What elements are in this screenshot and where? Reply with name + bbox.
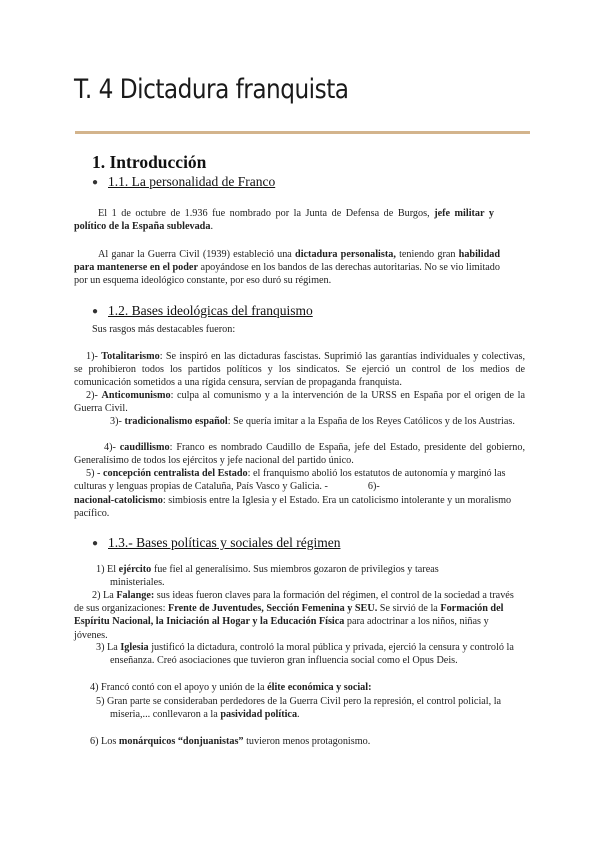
- intro-rasgos: Sus rasgos más destacables fueron:: [92, 324, 236, 335]
- item-elite: 4) Francó contó con el apoyo y unión de la élite económica y social:: [90, 682, 372, 693]
- item-pasividad: 5) Gran parte se consideraban perdedores de la Guerra Civil pero la represión, el control policial, la miseria,... conllevaron a la pasividad política.: [96, 696, 502, 721]
- item-anticomunismo: 2)- Anticomunismo: culpa al comunismo y a la intervención de la URSS en España por el origen de la Guerra Civil.: [74, 390, 525, 415]
- item-caudillismo: 4)- caudillismo: Franco es nombrado Caudillo de España, jefe del Estado, presidente del gobierno, Generalísimo de todos los ejércitos y jefe nacional del partido único.: [74, 442, 525, 467]
- bullet-icon: ●: [92, 306, 99, 317]
- page-title: T. 4 Dictadura franquista: [74, 74, 349, 105]
- paragraph-guerra-civil: Al ganar la Guerra Civil (1939) estableció una dictadura personalista, teniendo gran habilidad para mantenerse en el poder apoyándose en los bandos de las derechas autoritarias. No se vio limitado por un esquema ideológico constante, por eso duró su régimen.: [74, 249, 501, 287]
- subheading-bases-ideologicas: 1.2. Bases ideológicas del franquismo: [108, 303, 313, 318]
- item-iglesia: 3) La Iglesia justificó la dictadura, controló la moral pública y privada, ejerció la censura y controló la enseñanza. Creó asociaciones que tuvieron gran influencia social como el Opus Deis.: [96, 642, 514, 667]
- item-ejercito: 1) El ejército fue fiel al generalísimo. Sus miembros gozaron de privilegios y tareas ministeriales.: [96, 564, 439, 589]
- subheading-personalidad: 1.1. La personalidad de Franco: [108, 174, 276, 189]
- item-monarquicos: 6) Los monárquicos “donjuanistas” tuvieron menos protagonismo.: [90, 736, 371, 747]
- bullet-icon: ●: [92, 177, 99, 188]
- subheading-bases-politicas: 1.3.- Bases políticas y sociales del régimen: [108, 535, 341, 550]
- section-heading-introduccion: 1. Introducción: [92, 152, 207, 172]
- item-falange: 2) La Falange: sus ideas fueron claves para la formación del régimen, el control de la sociedad a través de sus organizaciones: Frente de Juventudes, Sección Femenina y SEU. Se sirvió de la Formación del Espíritu Nacional, la Iniciación al Hogar y la Educación Física para adoctrinar a los niños, niñas y jóvenes.: [74, 590, 514, 641]
- item-tradicionalismo: 3)- tradicionalismo español: Se quería imitar a la España de los Reyes Católicos y de los Austrias.: [110, 416, 515, 427]
- paragraph-nombramiento: El 1 de octubre de 1.936 fue nombrado por la Junta de Defensa de Burgos, jefe militar y político de la España sublevada.: [74, 208, 495, 233]
- bullet-icon: ●: [92, 538, 99, 549]
- item-nacional-catolicismo: nacional-catolicismo: simbiosis entre la Iglesia y el Estado. Era un catolicismo intolerante y un moralismo pacífico.: [74, 495, 512, 520]
- title-divider: [75, 131, 530, 134]
- item-totalitarismo: 1)- Totalitarismo: Se inspiró en las dictaduras fascistas. Suprimió las garantías individuales y colectivas, se prohibieron todos los partidos políticos y los sindicatos. Se ejerció un control de los medios de comunicación sometidos a una rígida censura, servían de propaganda franquista.: [74, 351, 525, 389]
- item-centralismo: 5) - concepción centralista del Estado: el franquismo abolió los estatutos de autonomía y marginó las culturas y lenguas propias de Cataluña, País Vasco y Galicia. - 6)-: [74, 468, 506, 493]
